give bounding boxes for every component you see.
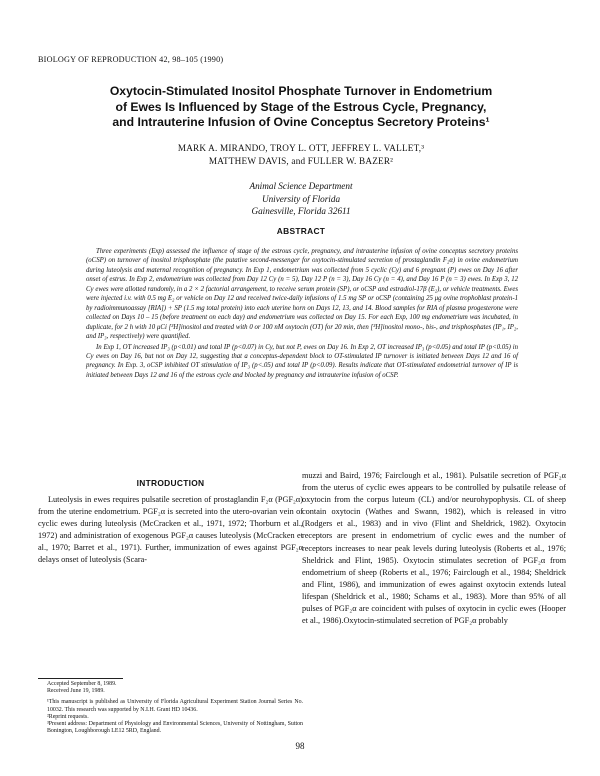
abstract-paragraph: In Exp 1, OT increased IP₃ (p<0.01) and total IP (p<0.07) in Cy, but not P, ewes on Day 16. In Exp 2, OT increased IP₃ (p<0.05) and total IP (p<0.05) in Cy ewes on Day 16, but not on Day 12, suggesting that a conceptus-dependent block to OT-stimulated IP turnover is initiated between Days 12 and 16 of pregnancy. In Exp. 3, oCSP inhibited OT stimulation of IP₃ (p<.05) and total IP (p<0.09). Results indicate that OT-stimulated endometrial turnover of IP is initiated between Days 12 and 16 of the estrous cycle and blocked by pregnancy and intrauterine infusion of oCSP.: [86, 343, 518, 379]
journal-citation: BIOLOGY OF REPRODUCTION 42, 98–105 (1990): [38, 55, 224, 64]
author-list: [60, 142, 542, 167]
affiliation-line: Animal Science Department: [249, 181, 353, 191]
footnote-1: ¹This manuscript is published as University of Florida Agricultural Experiment Station Journal Series No. 10032. This research was supported by N.I.H. Grant HD 10436.: [47, 699, 303, 713]
footnotes: [38, 681, 303, 735]
left-column: [38, 494, 303, 567]
footnote-2: ²Reprint requests.: [47, 713, 89, 720]
title-line: and Intrauterine Infusion of Ovine Conceptus Secretory Proteins¹: [112, 115, 490, 129]
abstract-paragraph: Three experiments (Exp) assessed the influence of stage of the estrous cycle, pregnancy, and intrauterine infusion of ovine conceptus secretory proteins (oCSP) on turnover of inositol trisphosphate (the putative second-messenger for oxytocin-stimulated secretion of prostaglandin F₂α) in ovine endometrium during luteolysis and maternal recognition of pregnancy. In Exp 1, endometrium was collected from 5 cyclic (Cy) and 6 pregnant (P) ewes on Day 16 after onset of estrus. In Exp 2, endometrium was collected from Day 12 Cy (n = 5), Day 12 P (n = 3), Day 16 Cy (n = 4), and Day 16 P (n = 3) ewes. In Exp 3, 12 Cy ewes were allotted randomly, in a 2 × 2 factorial arrangement, to receive serum protein (SP), or oCSP and estradiol-17β (E₂), or vehicle treatments. Ewes were injected i.v. with 0.5 mg E₂ or vehicle on Day 12 and received twice-daily infusions of 1.5 mg SP or oCSP (containing 25 μg ovine trophoblast protein-1 by radioimmunoassay [RIA]) + SP (1.5 mg total protein) into each uterine horn on Days 12, 13, and 14. Blood samples for RIA of plasma progesterone were collected on Days 10 – 15 (before treatment on each day) and endometrium was collected on Day 15. For each Exp, 100 mg endometrium was incubated, in duplicate, for 2 h with 10 μCi [³H]inositol and treated with 0 or 100 nM oxytocin (OT) for 20 min, then [³H]inositol mono-, bis-, and trisphosphates (IP₁, IP₂, and IP₃, respectively) were quantified.: [86, 248, 518, 341]
title-line: of Ewes Is Influenced by Stage of the Estrous Cycle, Pregnancy,: [115, 99, 487, 114]
footnote-accepted: Accepted September 8, 1989.: [47, 681, 117, 687]
affiliation-line: Gainesville, Florida 32611: [251, 206, 351, 216]
affiliation-line: University of Florida: [261, 193, 341, 204]
right-column: [302, 470, 566, 627]
footnote-received: Received June 19, 1989.: [47, 688, 105, 695]
left-column-paragraph: Luteolysis in ewes requires pulsatile secretion of prostaglandin F₂α (PGF₂α) from the uterine endometrium. PGF₂α is secreted into the utero-ovarian vein of cyclic ewes during luteolysis (McCracken et al., 1971, 1972; Thorburn et al., 1972) and administration of exogenous PGF₂α causes luteolysis (McCracken et al., 1970; Barret et al., 1971). Further, immunization of ewes against PGF₂α delays onset of luteolysis (Scara-: [38, 495, 303, 565]
abstract-heading: ABSTRACT: [276, 226, 326, 236]
footnote-divider: [38, 678, 123, 679]
page-number: 98: [295, 741, 305, 751]
introduction-heading: INTRODUCTION: [136, 478, 205, 488]
author-line: MATTHEW DAVIS, and FULLER W. BAZER²: [208, 155, 394, 166]
article-title: [60, 84, 542, 131]
footnote-3: ³Present address: Department of Physiology and Environmental Sciences, University of Nottingham, Sutton Bonington, Loughborough LE12 5RD, England.: [47, 721, 303, 735]
title-line: Oxytocin-Stimulated Inositol Phosphate Turnover in Endometrium: [109, 84, 493, 98]
abstract-body: [86, 247, 518, 380]
author-line: MARK A. MIRANDO, TROY L. OTT, JEFFREY L. VALLET,³: [177, 143, 425, 153]
affiliation: [60, 180, 542, 218]
right-column-paragraph: muzzi and Baird, 1976; Fairclough et al., 1981). Pulsatile secretion of PGF₂α from the uterus of cyclic ewes appears to be controlled by pulsatile release of oxytocin from the corpus luteum (CL) and/or neurohypophysis. CL of sheep contain oxytocin (Wathes and Swann, 1982), which is released in vitro (Rodgers et al., 1983) and in vivo (Flint and Sheldrick, 1982). Oxytocin receptors are present in endometrium of cyclic ewes and the number of receptors increases to near peak levels during luteolysis (Roberts et al., 1976; Sheldrick and Flint, 1985). Oxytocin stimulates secretion of PGF₂α from endometrium of sheep (Roberts et al., 1976; Fairclough et al., 1984; Sheldrick and Flint, 1986), and immunization of ewes against oxytocin extends luteal lifespan (Sheldrick et al., 1980; Schams et al., 1983). More than 95% of all pulses of PGF₂α are coincident with pulses of oxytocin in cyclic ewes (Hooper et al., 1986).Oxytocin-stimulated secretion of PGF₂α probably: [302, 471, 566, 626]
